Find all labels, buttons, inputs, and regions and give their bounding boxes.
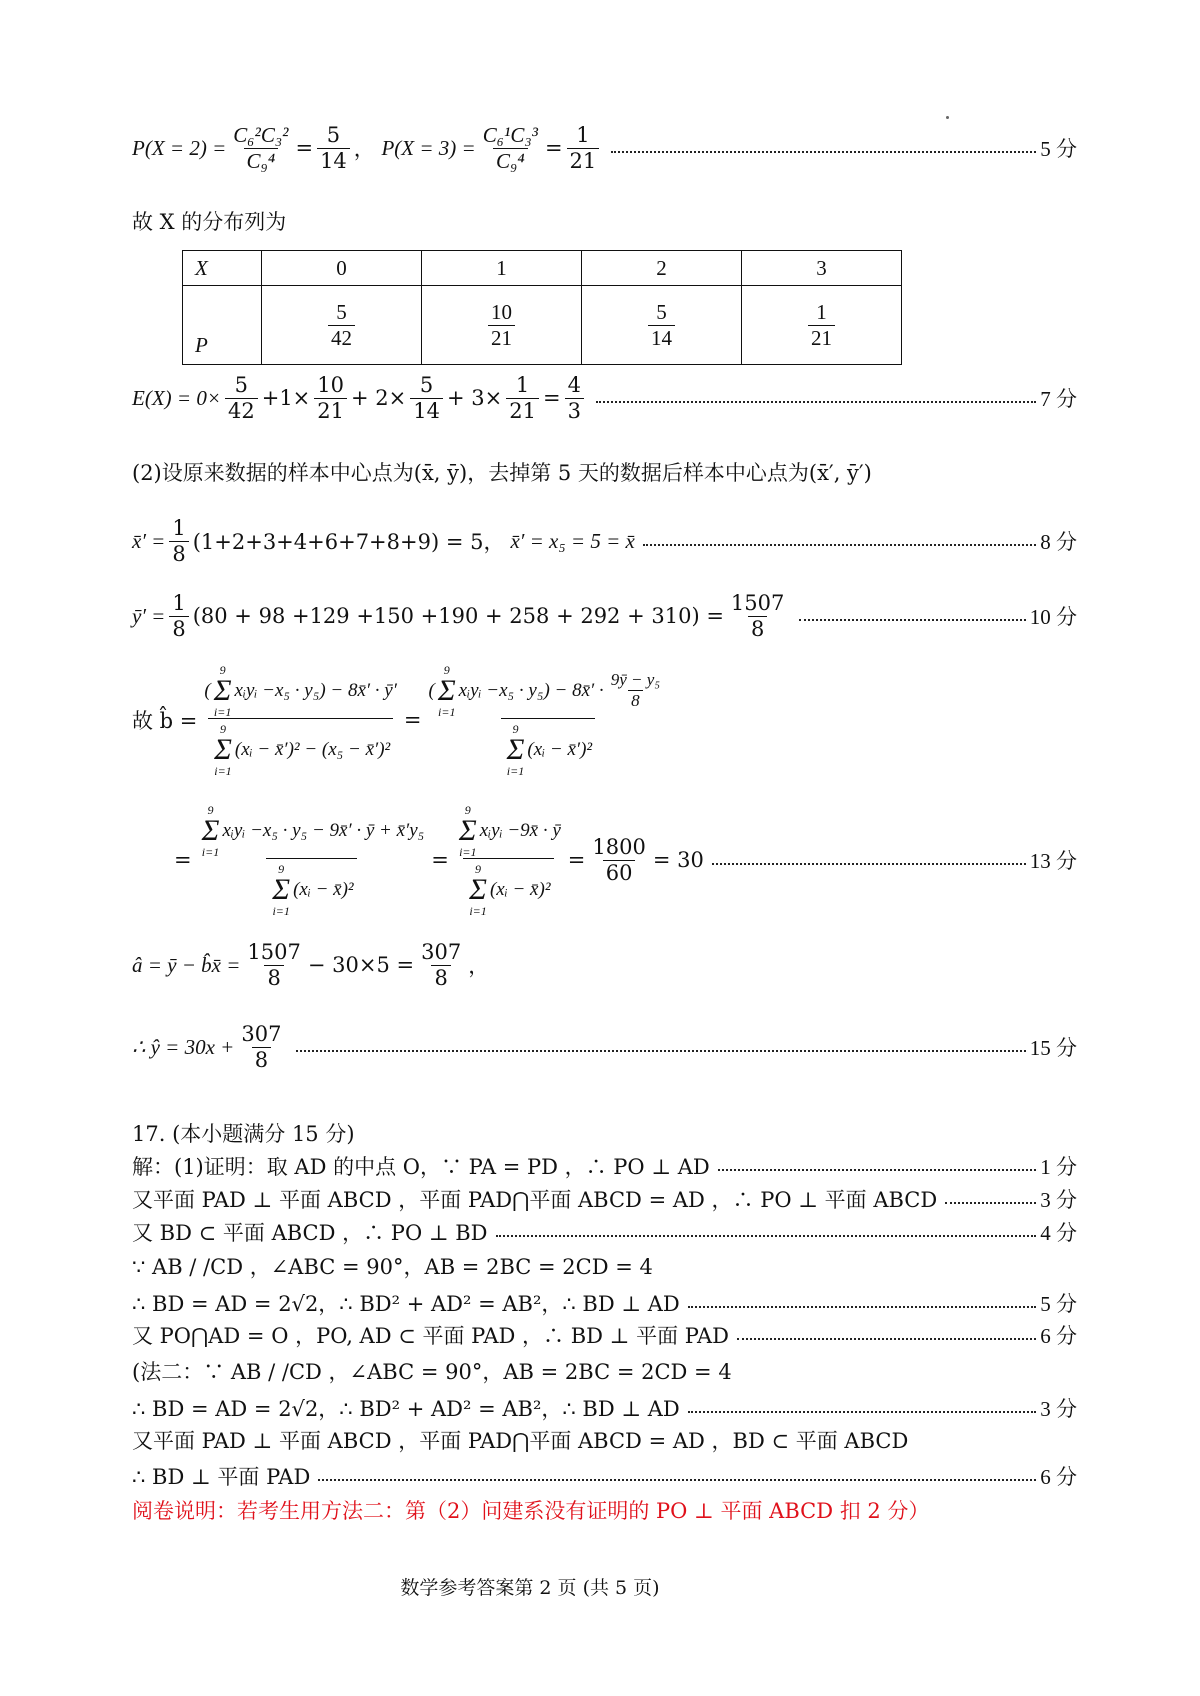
sum-top: 9 — [464, 802, 471, 817]
ahat-num: 1507 — [247, 940, 301, 965]
q17-line-4: ∵ AB / /CD ，∠ABC = 90°，AB = 2BC = 2CD = 4 — [132, 1255, 653, 1279]
yhat-line — [132, 1010, 1077, 1084]
sum-top: 9 — [219, 662, 226, 677]
bhat-line-2: = 9 Σ i=1 xᵢyᵢ −x₅ · y₅ − 9x̄′ · ȳ + x̄′y₅ 9 Σ i=1 (xᵢ − x̄)² = 9 Σ i=1 xᵢyᵢ −9x̄ · ȳ 9 Σ i=1 (xᵢ − x̄)² = $\frac{1800}{60}$ = 30 13 分 — [174, 802, 1077, 918]
ex-eq: = — [542, 386, 561, 410]
sum-bot: i=1 — [214, 763, 232, 778]
sum-top: 9 — [219, 721, 226, 736]
leader-dots — [296, 1050, 1025, 1052]
p-den: 21 — [808, 325, 835, 350]
leader-dots — [318, 1479, 1036, 1481]
bhat-frac-4 — [453, 804, 564, 917]
q17-line-2 — [132, 1183, 1077, 1215]
prob-line: P(X = 2) = $\frac{\text{C₆²C₃²}}{\text{C₉⁴}}$ = $\frac{5}{14}$ ， P(X = 3) = $\frac{\text{C₆¹C₃³}}{\text{C₉⁴}}$ = $\frac{1}{21}$ 5 分 — [132, 123, 1077, 173]
score-label: 1 分 — [1040, 1155, 1077, 1179]
xbar-rhs: x̄′ = x₅ = 5 = x̄ — [510, 528, 635, 553]
bhat-num-4: 9 Σ i=1 xᵢyᵢ −9x̄ · ȳ — [458, 802, 561, 859]
bhat-num-1: ( 9 Σ i=1 xᵢyᵢ −x₅ · y₅) − 8x̄′ · ȳ′ — [204, 662, 397, 719]
ex-frac — [314, 373, 347, 422]
ex-den: 21 — [314, 398, 347, 423]
ybar-result-den: 8 — [748, 616, 767, 641]
ex-result-den: 3 — [565, 398, 584, 423]
xbar-frac — [169, 516, 188, 565]
bhat-inner-num: 9ȳ − y₅ — [610, 670, 661, 690]
xbar-body: (1+2+3+4+6+7+8+9) = 5， — [192, 530, 505, 554]
p-cell — [582, 286, 742, 365]
ex-term: + 3× — [446, 386, 503, 410]
bhat-prefix: 故 b̂ = — [132, 709, 198, 733]
leader-dots — [799, 619, 1025, 621]
p3-lhs: P(X = 3) = — [381, 135, 476, 160]
q17-line-1 — [132, 1150, 1077, 1182]
p2-value-num: 5 — [326, 123, 341, 148]
q17-l6-text: 又 PO⋂AD = O ，PO, AD ⊂ 平面 PAD ，∴ BD ⊥ 平面 PAD — [132, 1324, 729, 1348]
bhat-den-1a: (xᵢ − x̄′)² — [234, 738, 300, 760]
bhat-den-4-text: (xᵢ − x̄)² — [489, 878, 551, 900]
xbar-num: 1 — [172, 516, 186, 541]
ex-frac — [410, 373, 443, 422]
ahat-frac — [244, 940, 303, 989]
p-cell — [742, 286, 902, 365]
p-den: 14 — [648, 325, 675, 350]
ex-num: 5 — [234, 373, 249, 398]
ex-num: 10 — [317, 373, 345, 398]
bhat-den-1b: − (x₅ − x̄′)² — [304, 738, 391, 760]
x-cell: 1 — [422, 251, 582, 286]
bhat-num-4-text: xᵢyᵢ −9x̄ · ȳ — [479, 819, 561, 841]
sum-top: 9 — [512, 721, 519, 736]
ybar-line — [132, 580, 1077, 652]
leader-dots — [737, 1338, 1036, 1340]
x-cell: 3 — [742, 251, 902, 286]
p2-comb-num: C₆²C₃² — [233, 123, 289, 148]
leader-dots — [712, 863, 1026, 865]
ex-den: 42 — [225, 398, 258, 423]
q17-l10-text: ∴ BD ⊥ 平面 PAD — [132, 1465, 311, 1489]
ex-lhs: E(X) = 0× — [132, 385, 221, 410]
ybar-result — [728, 591, 787, 640]
ybar-den: 8 — [169, 616, 188, 641]
xbar-lhs: x̄′ = — [132, 528, 166, 553]
score-label: 15 分 — [1029, 1036, 1077, 1060]
q17-line-9: 又平面 PAD ⊥ 平面 ABCD ，平面 PAD⋂平面 ABCD = AD ，BD ⊂ 平面 ABCD — [132, 1429, 909, 1453]
bhat-den-4: 9 Σ i=1 (xᵢ − x̄)² — [463, 858, 553, 917]
bhat-frac-3 — [196, 804, 428, 917]
sum-top: 9 — [207, 802, 214, 817]
score-label: 7 分 — [1040, 387, 1077, 411]
p-cell — [262, 286, 422, 365]
sum-bot: i=1 — [201, 844, 220, 859]
p2-value-den: 14 — [317, 148, 350, 173]
ex-result-num: 4 — [567, 373, 581, 398]
p2-comb-fraction — [230, 123, 291, 172]
bhat-result-frac — [589, 835, 648, 884]
p3-comb-den: C₉⁴ — [493, 148, 528, 173]
bhat-num-3: 9 Σ i=1 xᵢyᵢ −x₅ · y₅ − 9x̄′ · ȳ + x̄′y₅ — [201, 802, 425, 859]
ahat-line — [132, 928, 1077, 1002]
bhat-result-num: 1800 — [592, 835, 646, 860]
grading-note: 阅卷说明：若考生用方法二：第（2）问建系没有证明的 PO ⊥ 平面 ABCD 扣 2 分） — [132, 1499, 930, 1523]
p-cell — [422, 286, 582, 365]
ex-den: 21 — [506, 398, 539, 423]
bhat-result: = 30 — [652, 848, 704, 872]
p3-comb-fraction — [480, 123, 541, 172]
ybar-frac — [169, 591, 188, 640]
score-label: 8 分 — [1040, 530, 1077, 554]
leader-dots — [688, 1306, 1036, 1308]
leader-dots — [496, 1235, 1037, 1237]
bhat-den-2: 9 Σ i=1 (xᵢ − x̄′)² — [501, 718, 596, 777]
bhat-inner-den: 8 — [628, 690, 643, 711]
sum-bot: i=1 — [272, 903, 290, 918]
score-label: 6 分 — [1040, 1465, 1077, 1489]
p2-comb-den: C₉⁴ — [244, 148, 279, 173]
bhat-result-den: 60 — [603, 860, 636, 885]
xbar-line — [132, 508, 1077, 574]
leader-dots — [688, 1411, 1036, 1413]
yhat-frac — [238, 1022, 284, 1071]
score-label: 3 分 — [1040, 1397, 1077, 1421]
p-num: 5 — [336, 300, 347, 325]
score-label: 6 分 — [1040, 1324, 1077, 1348]
q17-l3-text: 又 BD ⊂ 平面 ABCD ，∴ PO ⊥ BD — [132, 1221, 488, 1245]
sum-bot: i=1 — [459, 844, 477, 859]
p-den: 42 — [328, 325, 355, 350]
p3-value-num: 1 — [576, 123, 590, 148]
yhat-lhs: ∴ ŷ = 30x + — [132, 1034, 235, 1059]
x-header: X — [183, 251, 262, 286]
ahat-tail: ， — [468, 954, 490, 978]
ahat-mid: − 30×5 = — [307, 953, 415, 977]
bhat-num-3-text: xᵢyᵢ −x₅ · y₅ − 9x̄′ · ȳ + x̄′y₅ — [222, 819, 425, 841]
ybar-num: 1 — [172, 591, 186, 616]
page-footer: 数学参考答案第 2 页 (共 5 页) — [400, 1577, 660, 1599]
ybar-lhs: ȳ′ = — [132, 603, 166, 628]
ex-term: + 2× — [351, 386, 407, 410]
p3-value-den: 21 — [567, 148, 600, 173]
score-label: 4 分 — [1040, 1221, 1077, 1245]
sum-top: 9 — [475, 861, 482, 876]
bhat-den-2-text: (xᵢ − x̄′)² — [527, 738, 593, 760]
ex-den: 14 — [410, 398, 443, 423]
score-label: 5 分 — [1040, 1292, 1077, 1316]
q17-title: 17. (本小题满分 15 分) — [132, 1122, 355, 1146]
leader-dots — [596, 401, 1036, 403]
score-label: 13 分 — [1029, 849, 1077, 873]
p3-comb-num: C₆¹C₃³ — [482, 123, 538, 148]
bhat-num-2: ( 9 Σ i=1 xᵢyᵢ −x₅ · y₅) − 8x̄′ · $\frac{\text{9ȳ − y₅}}{8}$ — [426, 664, 671, 718]
expectation-line — [132, 362, 1077, 434]
ex-num: 5 — [419, 373, 434, 398]
sum-top: 9 — [278, 861, 285, 876]
p-header: P — [183, 286, 262, 365]
bhat-num-1-text: xᵢyᵢ −x₅ · y₅) − 8x̄′ · ȳ′ — [234, 679, 397, 701]
bhat-frac-2 — [426, 664, 671, 777]
bhat-den-1: 9 Σ i=1 (xᵢ − x̄′)² − (x₅ − x̄′)² — [208, 718, 393, 777]
ex-term: +1× — [261, 386, 311, 410]
leader-dots — [643, 544, 1036, 546]
p3-value — [567, 123, 600, 172]
sum-bot: i=1 — [469, 903, 487, 918]
p-num: 5 — [656, 300, 667, 325]
yhat-den: 8 — [252, 1047, 271, 1072]
xbar-den: 8 — [169, 541, 188, 566]
q17-line-10 — [132, 1460, 1077, 1492]
score-label: 5 分 — [1040, 137, 1077, 161]
leader-dots — [611, 151, 1036, 153]
ahat-result — [418, 940, 464, 989]
ex-result — [565, 373, 584, 422]
bhat-den-3: 9 Σ i=1 (xᵢ − x̄)² — [266, 858, 356, 917]
leader-dots — [945, 1202, 1036, 1204]
bhat-den-3-text: (xᵢ − x̄)² — [293, 878, 354, 900]
ahat-lhs: â = ȳ − b̂x̄ = — [132, 952, 241, 977]
bhat-frac-1 — [201, 664, 400, 777]
score-label: 10 分 — [1029, 605, 1077, 629]
ybar-result-num: 1507 — [730, 591, 785, 616]
sum-bot: i=1 — [213, 704, 232, 719]
sum-bot: i=1 — [438, 704, 456, 719]
ex-num: 1 — [515, 373, 530, 398]
ahat-result-num: 307 — [421, 940, 462, 965]
q17-l5-text: ∴ BD = AD = 2√2，∴ BD² + AD² = AB²，∴ BD ⊥ AD — [132, 1292, 680, 1316]
part2-intro: (2)设原来数据的样本中心点为(x̄, ȳ)，去掉第 5 天的数据后样本中心点为(x̄′, ȳ′) — [132, 461, 872, 485]
q17-line-8 — [132, 1391, 1077, 1425]
score-label: 3 分 — [1040, 1188, 1077, 1212]
x-cell: 0 — [262, 251, 422, 286]
yhat-num: 307 — [241, 1022, 282, 1047]
q17-line-6 — [132, 1318, 1077, 1352]
sum-bot: i=1 — [506, 763, 525, 778]
x-cell: 2 — [582, 251, 742, 286]
ahat-result-den: 8 — [431, 965, 450, 990]
p-den: 21 — [488, 325, 515, 350]
sum-top: 9 — [443, 662, 450, 677]
p2-lhs: P(X = 2) = — [132, 135, 227, 160]
ex-frac — [225, 373, 258, 422]
p2-value — [317, 123, 350, 172]
leader-dots — [718, 1169, 1037, 1171]
q17-l2-text: 又平面 PAD ⊥ 平面 ABCD ，平面 PAD⋂平面 ABCD = AD ，∴ PO ⊥ 平面 ABCD — [132, 1188, 938, 1212]
ahat-den: 8 — [264, 965, 283, 990]
q17-l1-text: 解：(1)证明：取 AD 的中点 O，∵ PA = PD ，∴ PO ⊥ AD — [132, 1155, 710, 1179]
distribution-table — [182, 250, 902, 365]
x-row — [183, 251, 902, 286]
bhat-line-1: 故 b̂ = ( 9 Σ i=1 xᵢyᵢ −x₅ · y₅) − 8x̄′ · ȳ′ 9 Σ i=1 (xᵢ − x̄′)² − (x₅ − x̄′)² = ( 9 Σ i=1 xᵢyᵢ −x₅ · y₅) − 8x̄′ · $\frac{\text{9ȳ − y₅}}{8}$ 9 Σ i=1 (xᵢ − x̄′)² — [132, 655, 1077, 785]
ybar-body: (80 + 98 +129 +150 +190 + 258 + 292 + 310) = — [192, 604, 724, 628]
p-num: 10 — [491, 300, 512, 325]
q17-line-7: (法二：∵ AB / /CD ，∠ABC = 90°，AB = 2BC = 2CD = 4 — [132, 1360, 732, 1384]
q17-line-5 — [132, 1286, 1077, 1320]
ex-frac — [506, 373, 539, 422]
p-num: 1 — [816, 300, 827, 325]
q17-l8-text: ∴ BD = AD = 2√2，∴ BD² + AD² = AB²，∴ BD ⊥ AD — [132, 1397, 680, 1421]
p-row — [183, 286, 902, 365]
q17-line-3 — [132, 1216, 1077, 1248]
bhat-num-2-text: xᵢyᵢ −x₅ · y₅) − 8x̄′ · — [458, 679, 604, 701]
dist-intro: 故 X 的分布列为 — [132, 210, 287, 234]
